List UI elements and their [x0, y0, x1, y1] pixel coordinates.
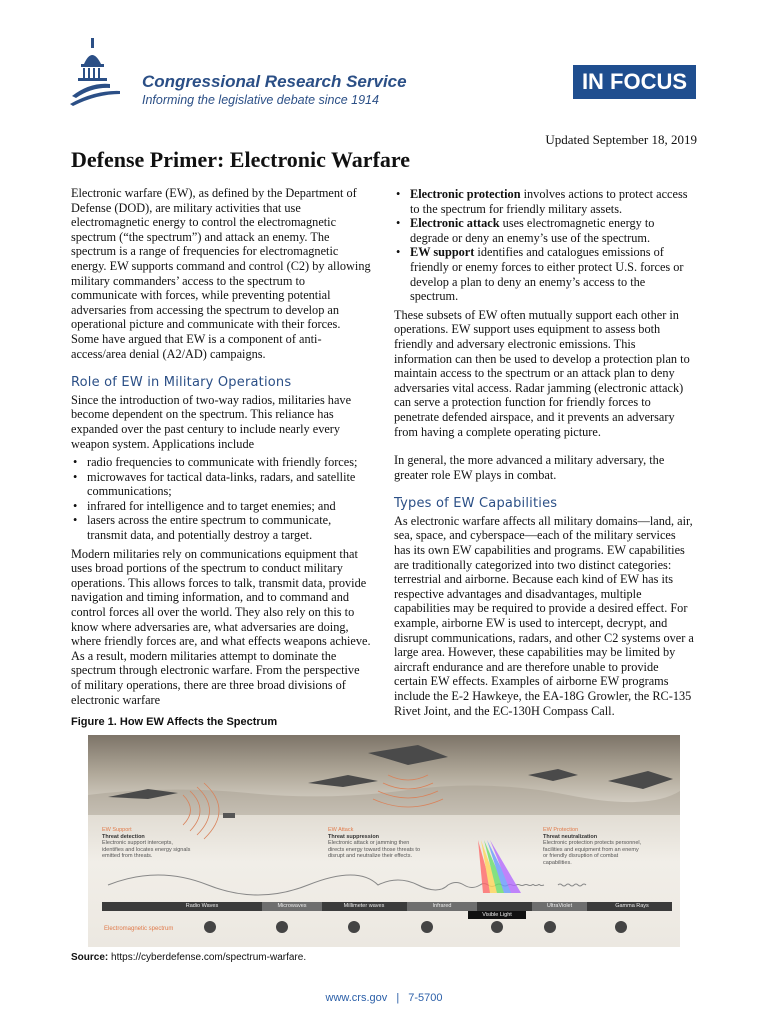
bullet-term: Electronic protection: [410, 187, 521, 201]
applications-list: [71, 455, 371, 543]
list-item: [410, 216, 694, 245]
section-heading-types: Types of EW Capabilities: [394, 496, 558, 512]
capitol-dome-icon: [70, 34, 150, 114]
list-item: [410, 187, 694, 216]
heat-lamp-icon: [421, 921, 433, 933]
list-item: • lasers across the entire spectrum to communicate, transmit data, and potentially destroy a target.: [87, 513, 371, 542]
types-paragraph: As electronic warfare affects all military domains—land, air, sea, space, and cyberspace—each of the military services has its own EW capabilities and programs. EW capabilities are traditionally categorized into two distinct categories: terrestrial and airborne. Because each kind of EW has its respective advantages and disadvantages, multiple capabilities may be required to provide a desired effect. For example, airborne EW is used to intercept, decrypt, and disrupt communications, radars, and other C2 systems over a large area. However, these capabilities may be limited by aircraft endurance and are therefore unable to provide certain EW effects. Examples of airborne EW programs include the E-2 Hawkeye, the EA-18G Growler, the RC-135 Rivet Joint, and the EC-130H Compass Call.: [394, 513, 694, 718]
spectrum-label: Electromagnetic spectrum: [104, 926, 174, 932]
ew-spectrum-figure: [88, 735, 680, 947]
panel-title: EW Support: [102, 827, 132, 833]
bullet-term: EW support: [410, 245, 475, 260]
bullet-text: involves actions to protect access to the spectrum for friendly military assets.: [410, 187, 688, 216]
spectrum-band: [102, 902, 672, 911]
panel-ew-support: [102, 827, 192, 860]
panel-text: Electronic attack or jamming then directs energy toward those threats to disrupt and neutralize their effects.: [328, 840, 421, 859]
intro-paragraph: Electronic warfare (EW), as defined by the Department of Defense (DOD), are military activities that use electromagnetic energy to control the electromagnetic spectrum (“the spectrum”) and attack an enemy. The spectrum is a range of frequencies for electromagnetic energy. EW supports command and control (C2) by allowing military commanders’ access to the spectrum to communicate with forces, while preventing potential adversaries from accessing the spectrum to develop an operational picture and communicate with their forces. Some have argued that EW is a component of anti-access/area denial (A2/AD) campaigns.: [71, 186, 371, 361]
advanced-adversary-paragraph: In general, the more advanced a military adversary, the greater role EW plays in combat.: [394, 453, 665, 482]
band-label: Gamma Rays: [615, 903, 649, 909]
panel-ew-protection: [543, 827, 643, 866]
footer-site-link[interactable]: www.crs.gov: [325, 992, 388, 1004]
figure-source: [71, 952, 306, 963]
satellite-dish-icon: [276, 921, 288, 933]
footer: [0, 992, 768, 1004]
band-label: Microwaves: [262, 902, 322, 911]
sun-icon: [544, 921, 556, 933]
bullet-text: identifies and catalogues emissions of friendly or enemy forces to either protect U.S. forces or develop a plan to deny an enemy’s access to the spectrum.: [410, 245, 684, 304]
band-label: Millimeter waves: [343, 903, 385, 909]
band-label: Radio Waves: [185, 903, 219, 909]
panel-title: EW Protection: [543, 827, 579, 833]
page-title: Defense Primer: Electronic Warfare: [71, 147, 411, 172]
list-item: • radio frequencies to communicate with friendly forces;: [87, 455, 371, 470]
band-label: UltraViolet: [532, 902, 587, 911]
panel-title: EW Attack: [328, 827, 354, 833]
right-column: [394, 187, 694, 718]
section-heading-role: Role of EW in Military Operations: [71, 375, 292, 391]
ew-divisions-list: [394, 187, 694, 304]
eye-icon: [491, 921, 503, 933]
left-column: [71, 186, 371, 707]
radiation-icon: [615, 921, 627, 933]
panel-subtitle: Threat detection: [102, 833, 145, 840]
band-label: Infrared: [407, 902, 477, 911]
panel-subtitle: Threat suppression: [328, 833, 380, 840]
panel-subtitle: Threat neutralization: [543, 833, 598, 840]
role-paragraph: Since the introduction of two-way radios, militaries have become dependent on the spectrum. This reliance has expanded over the past century to include nearly every weapon system. Applications include: [71, 392, 352, 451]
wifi-icon: [348, 921, 360, 933]
list-item: [410, 245, 694, 303]
bullet-term: Electronic attack: [410, 216, 500, 231]
source-label: Source:: [71, 952, 109, 963]
source-link[interactable]: https://cyberdefense.com/spectrum-warfare.: [111, 952, 307, 963]
list-item: • microwaves for tactical data-links, radars, and satellite communications;: [87, 470, 371, 499]
panel-text: Electronic support intercepts, identifies and locates energy signals emitted from threats.: [102, 840, 191, 859]
figure-caption: Figure 1. How EW Affects the Spectrum: [71, 716, 278, 728]
in-focus-badge: IN FOCUS: [573, 65, 696, 99]
updated-date: Updated September 18, 2019: [545, 132, 697, 147]
org-tagline: Informing the legislative debate since 1914: [142, 93, 379, 107]
visible-light-label: Visible Light: [468, 911, 526, 919]
modern-militaries-paragraph: Modern militaries rely on communications equipment that uses broad portions of the spectrum to conduct military operations. This allows forces to talk, transmit data, provide navigation and timing information, and to command and control forces all over the world. They also rely on this to know where adversaries are, what adversaries are doing, where friendly forces are, and what effects weapons achieve. As a result, modern militaries attempt to dominate the spectrum through electronic warfare. From the perspective of military operations, there are three broad divisions of electronic warfare: [71, 546, 371, 707]
radio-tower-icon: [204, 921, 216, 933]
subsets-paragraph: These subsets of EW often mutually support each other in operations. EW support uses equipment to assess both friendly and adversary electronic emissions. This information can then be used to develop a protection plan to maintain access to the spectrum or an attack plan to deny adversaries vital access. Radar jamming (electronic attack) can serve a protection function for friendly forces to penetrate defended airspace, and it prevents an adversary from having a complete operating picture.: [394, 307, 690, 439]
footer-separator: |: [396, 992, 400, 1004]
panel-ew-attack: [328, 827, 423, 860]
list-item: • infrared for intelligence and to target enemies; and: [87, 499, 371, 514]
bullet-text: uses electromagnetic energy to degrade or deny an enemy’s use of the spectrum.: [410, 216, 655, 245]
org-name: Congressional Research Service: [142, 72, 407, 91]
footer-number: 7-5700: [408, 992, 443, 1004]
panel-text: Electronic protection protects personnel, facilities and equipment from an enemy or friendly disruption of combat capabilities.: [543, 840, 642, 866]
crs-logo: [70, 34, 410, 114]
